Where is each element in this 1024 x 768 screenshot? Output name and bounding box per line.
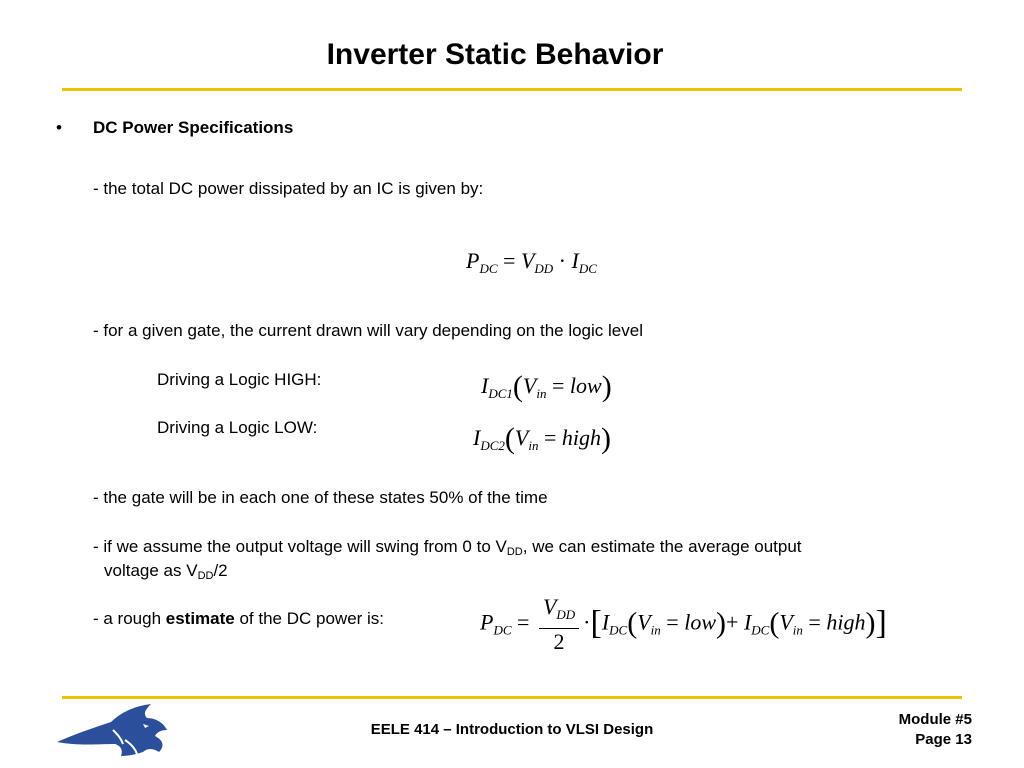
- footer-course: EELE 414 – Introduction to VLSI Design: [370, 721, 654, 738]
- footer-page-info: [899, 710, 972, 750]
- footer-module: Module #5: [898, 711, 972, 728]
- text-given-gate: - for a given gate, the current drawn will vary depending on the logic level: [93, 321, 643, 340]
- text-assume-swing: - if we assume the output voltage will swing from 0 to $V_{DD}$, we can estimate the average output: [93, 537, 802, 558]
- bullet-symbol: •: [56, 118, 62, 137]
- text-rough-estimate: - a rough estimate of the DC power is:: [93, 609, 385, 628]
- text-total-power: - the total DC power dissipated by an IC is given by:: [93, 179, 484, 198]
- text-driving-high: Driving a Logic HIGH:: [157, 370, 322, 389]
- equation-idc2: $I_{DC2}(V_{in}$ = high): [473, 422, 612, 455]
- title-divider: [62, 88, 962, 91]
- bullet-heading: DC Power Specifications: [93, 118, 294, 137]
- estimate-emphasis: estimate: [165, 609, 235, 628]
- equation-estimate: $P_{DC}$ = $\frac{V_{DD}}{2}$ $\cdot[I_{DC}(V_{in} = low)+ I_{DC}(V_{in}$ = high)]: [480, 594, 887, 654]
- fraction-vdd-over-2: $\frac{V_{DD}}{2}$: [539, 594, 579, 655]
- text-voltage-as: voltage as $V_{DD}/2$: [104, 561, 228, 582]
- text-driving-low: Driving a Logic LOW:: [157, 418, 318, 437]
- equation-idc1: $I_{DC1}(V_{in} = low)$: [481, 370, 612, 403]
- text-each-state: - the gate will be in each one of these states 50% of the time: [93, 488, 548, 507]
- footer-divider: [62, 696, 962, 699]
- slide-title: Inverter Static Behavior: [326, 38, 664, 71]
- equation-pdc: $P_{DC} = V_{DD} \cdot I_{DC}$: [466, 248, 597, 276]
- footer-page: Page 13: [915, 731, 972, 748]
